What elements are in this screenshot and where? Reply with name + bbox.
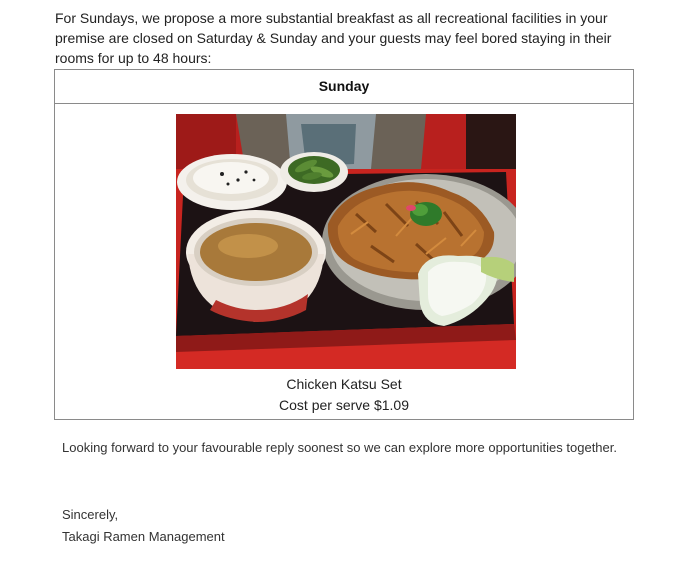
dish-cost: Cost per serve $1.09 xyxy=(279,397,409,413)
menu-table xyxy=(54,69,634,420)
closing-paragraph: Looking forward to your favourable reply soonest so we can explore more opportunities together. xyxy=(62,440,617,455)
menu-day-header: Sunday xyxy=(55,70,633,104)
signoff-block xyxy=(62,504,225,548)
sender-name: Takagi Ramen Management xyxy=(62,529,225,544)
salutation: Sincerely, xyxy=(62,507,119,522)
dish-name: Chicken Katsu Set xyxy=(286,376,402,392)
intro-paragraph: For Sundays, we propose a more substantial breakfast as all recreational facilities in your premise are closed on Saturday & Sunday and your guests may feel bored staying in their rooms for up to 48 hours: xyxy=(55,10,612,66)
chicken-katsu-photo xyxy=(176,114,516,369)
